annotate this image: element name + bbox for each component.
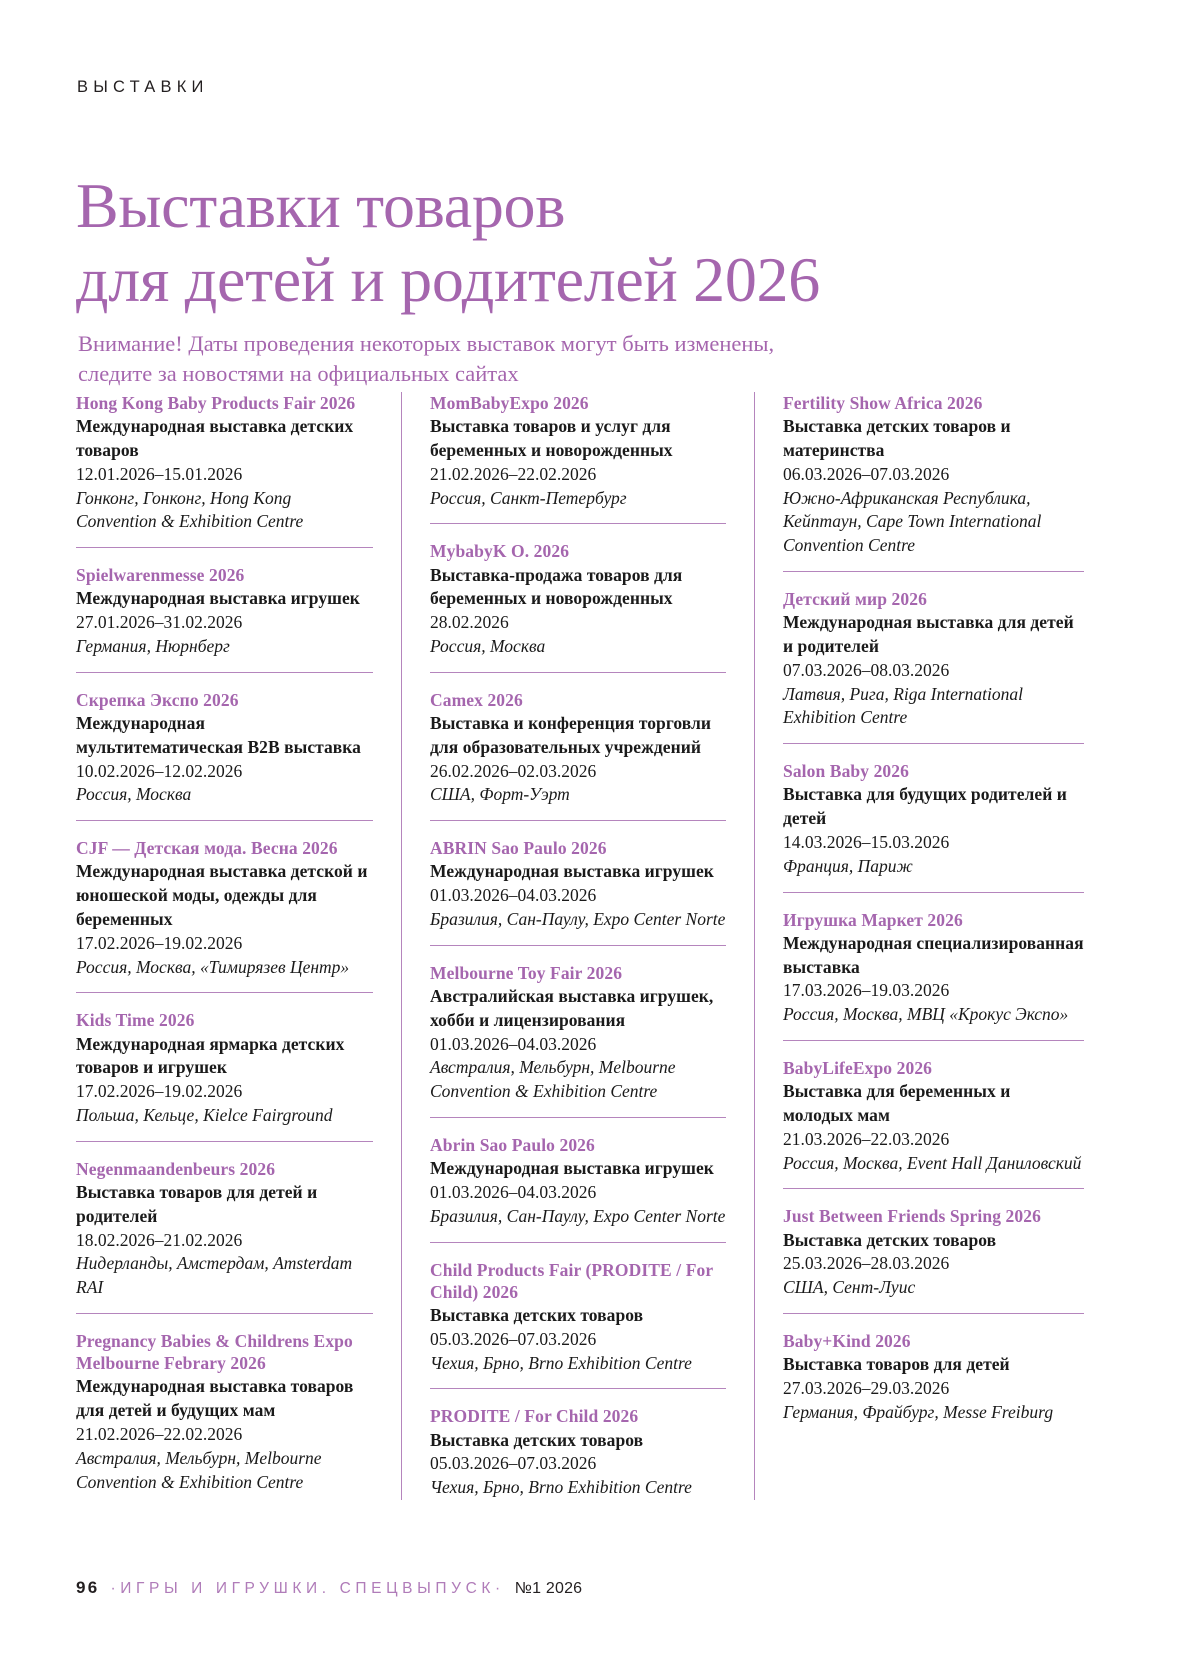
exhibition-description: Выставка товаров для детей и родителей bbox=[76, 1182, 318, 1226]
exhibition-entry bbox=[783, 760, 1084, 892]
exhibition-location: Латвия, Рига, Riga International Exhibition Centre bbox=[783, 683, 1024, 728]
exhibition-location: Германия, Фрайбург, Messe Freiburg bbox=[783, 1401, 1054, 1422]
page-title-line-2: для детей и родителей 2026 bbox=[76, 244, 820, 316]
exhibition-name: Just Between Friends Spring 2026 bbox=[783, 1206, 1041, 1227]
exhibition-description: Международная выставка игрушек bbox=[76, 588, 360, 609]
exhibition-entry bbox=[76, 837, 373, 993]
exhibition-entry bbox=[76, 392, 373, 548]
exhibition-description: Международная выставка товаров для детей и будущих мам bbox=[76, 1376, 354, 1421]
exhibition-name: Игрушка Маркет 2026 bbox=[783, 909, 963, 930]
exhibition-dates: 01.03.2026–04.03.2026 bbox=[430, 885, 597, 906]
exhibition-dates: 25.03.2026–28.03.2026 bbox=[783, 1253, 950, 1274]
exhibition-description: Выставка товаров и услуг для беременных и новорожденных bbox=[430, 416, 673, 461]
exhibition-description: Выставка детских товаров bbox=[430, 1429, 644, 1450]
exhibition-name: MomBabyExpo 2026 bbox=[430, 393, 589, 413]
exhibition-dates: 10.02.2026–12.02.2026 bbox=[76, 760, 243, 781]
exhibition-entry bbox=[76, 1009, 373, 1141]
page-subtitle-line-1: Внимание! Даты проведения некоторых выставок могут быть изменены, bbox=[78, 331, 775, 357]
exhibition-description: Международная выставка игрушек bbox=[430, 861, 714, 882]
footer-page-number: 96 bbox=[76, 1578, 100, 1597]
exhibition-dates: 17.03.2026–19.03.2026 bbox=[783, 980, 950, 1001]
exhibition-entry bbox=[76, 564, 373, 673]
exhibition-dates: 01.03.2026–04.03.2026 bbox=[430, 1182, 597, 1203]
exhibition-name: Salon Baby 2026 bbox=[783, 761, 909, 782]
exhibition-location: Чехия, Брно, Brno Exhibition Centre bbox=[430, 1352, 692, 1373]
exhibition-dates: 14.03.2026–15.03.2026 bbox=[783, 832, 950, 853]
exhibition-description: Выставка детских товаров и материнства bbox=[783, 416, 1011, 461]
exhibition-entry bbox=[76, 1158, 373, 1314]
exhibition-name: PRODITE / For Child 2026 bbox=[430, 1406, 639, 1427]
footer-issue-number: №1 2026 bbox=[514, 1580, 583, 1597]
exhibition-name: Abrin Sao Paulo 2026 bbox=[430, 1135, 595, 1156]
column-3 bbox=[754, 392, 1084, 1500]
exhibition-description: Международная выставка игрушек bbox=[430, 1158, 714, 1179]
exhibition-dates: 18.02.2026–21.02.2026 bbox=[76, 1229, 243, 1250]
page-subtitle-line-2: следите за новостями на официальных сайтах bbox=[78, 361, 519, 387]
exhibition-dates: 28.02.2026 bbox=[430, 612, 509, 633]
exhibition-name: Negenmaandenbeurs 2026 bbox=[76, 1158, 276, 1179]
exhibition-entry bbox=[430, 1259, 726, 1390]
exhibition-location: Бразилия, Сан-Паулу, Expo Center Norte bbox=[430, 909, 726, 930]
exhibition-entry bbox=[783, 588, 1084, 744]
exhibition-dates: 21.03.2026–22.03.2026 bbox=[783, 1128, 950, 1149]
exhibition-name: BabyLifeExpo 2026 bbox=[783, 1058, 933, 1079]
exhibition-location: Гонконг, Гонконг, Hong Kong Convention & Exhibition Centre bbox=[76, 487, 304, 532]
exhibition-location: Бразилия, Сан-Паулу, Expo Center Norte bbox=[430, 1205, 726, 1226]
exhibition-name: Child Products Fair (PRODITE / For Child) 2026 bbox=[430, 1259, 713, 1302]
exhibition-name: Kids Time 2026 bbox=[76, 1010, 195, 1031]
page-title bbox=[76, 169, 1110, 317]
column-1 bbox=[76, 392, 373, 1500]
footer-magazine-title: ·ИГРЫ И ИГРУШКИ. СПЕЦВЫПУСК· bbox=[110, 1580, 505, 1597]
exhibition-description: Выставка для беременных и молодых мам bbox=[783, 1081, 1011, 1126]
exhibition-location: Нидерланды, Амстердам, Amsterdam RAI bbox=[76, 1253, 353, 1298]
exhibition-dates: 26.02.2026–02.03.2026 bbox=[430, 760, 597, 781]
exhibition-entry bbox=[430, 837, 726, 946]
exhibition-entry bbox=[783, 1057, 1084, 1189]
exhibition-location: Россия, Санкт-Петербург bbox=[430, 487, 627, 508]
page-subtitle bbox=[78, 329, 1110, 389]
exhibition-dates: 27.03.2026–29.03.2026 bbox=[783, 1378, 950, 1399]
exhibition-dates: 06.03.2026–07.03.2026 bbox=[783, 463, 950, 484]
exhibition-location: Россия, Москва bbox=[430, 636, 546, 657]
exhibition-entry bbox=[783, 392, 1084, 572]
exhibition-entry bbox=[430, 1134, 726, 1243]
exhibition-entry bbox=[76, 689, 373, 821]
exhibition-name: Скрепка Экспо 2026 bbox=[76, 689, 239, 710]
exhibition-entry bbox=[430, 689, 726, 821]
exhibition-name: Baby+Kind 2026 bbox=[783, 1331, 911, 1352]
exhibition-description: Международная выставка детских товаров bbox=[76, 416, 354, 461]
exhibition-entry bbox=[430, 392, 726, 524]
exhibition-dates: 05.03.2026–07.03.2026 bbox=[430, 1328, 597, 1349]
exhibition-location: Россия, Москва bbox=[76, 784, 192, 805]
exhibition-description: Выставка для будущих родителей и детей bbox=[783, 784, 1067, 829]
column-2 bbox=[401, 392, 726, 1500]
exhibition-dates: 21.02.2026–22.02.2026 bbox=[76, 1424, 243, 1445]
page-footer bbox=[76, 1578, 582, 1598]
exhibition-location: США, Форт-Уэрт bbox=[430, 784, 570, 805]
exhibition-name: ABRIN Sao Paulo 2026 bbox=[430, 838, 607, 859]
exhibition-entry bbox=[783, 909, 1084, 1041]
exhibition-entry bbox=[783, 1330, 1084, 1425]
exhibition-description: Выставка товаров для детей bbox=[783, 1354, 1010, 1375]
exhibition-description: Международная выставка детской и юношеской моды, одежды для беременных bbox=[76, 861, 368, 930]
exhibition-description: Международная выставка для детей и родителей bbox=[783, 612, 1074, 657]
page-title-line-1: Выставки товаров bbox=[76, 170, 566, 241]
exhibition-description: Выставка-продажа товаров для беременных и новорожденных bbox=[430, 564, 683, 609]
exhibition-entry bbox=[430, 1405, 726, 1500]
exhibition-entry bbox=[430, 962, 726, 1118]
exhibition-entry bbox=[76, 1330, 373, 1494]
exhibition-name: Fertility Show Africa 2026 bbox=[783, 393, 983, 413]
exhibition-dates: 01.03.2026–04.03.2026 bbox=[430, 1033, 597, 1054]
exhibition-location: Германия, Нюрнберг bbox=[76, 636, 230, 657]
exhibition-dates: 12.01.2026–15.01.2026 bbox=[76, 463, 243, 484]
exhibition-name: Hong Kong Baby Products Fair 2026 bbox=[76, 393, 356, 413]
exhibition-dates: 17.02.2026–19.02.2026 bbox=[76, 1081, 243, 1102]
exhibition-description: Выставка детских товаров bbox=[430, 1305, 644, 1326]
exhibition-location: Россия, Москва, Event Hall Даниловский bbox=[783, 1152, 1082, 1173]
exhibition-name: Pregnancy Babies & Childrens Expo Melbourne Febrary 2026 bbox=[76, 1331, 353, 1374]
exhibition-location: Австралия, Мельбурн, Melbourne Convention & Exhibition Centre bbox=[76, 1447, 322, 1492]
exhibition-name: Camex 2026 bbox=[430, 689, 523, 710]
section-kicker: ВЫСТАВКИ bbox=[77, 78, 209, 96]
exhibition-name: Melbourne Toy Fair 2026 bbox=[430, 962, 623, 983]
exhibition-dates: 17.02.2026–19.02.2026 bbox=[76, 932, 243, 953]
exhibition-name: Детский мир 2026 bbox=[783, 589, 927, 609]
exhibition-description: Международная мультитематическая B2B выставка bbox=[76, 713, 361, 757]
exhibition-location: Австралия, Мельбурн, Melbourne Convention & Exhibition Centre bbox=[430, 1057, 676, 1102]
exhibition-location: Россия, Москва, МВЦ «Крокус Экспо» bbox=[783, 1004, 1069, 1025]
exhibition-name: CJF — Детская мода. Весна 2026 bbox=[76, 838, 338, 859]
exhibition-name: Spielwarenmesse 2026 bbox=[76, 565, 245, 586]
exhibition-description: Выставка детских товаров bbox=[783, 1229, 997, 1250]
exhibition-location: Южно-Африканская Республика, Кейптаун, Cape Town International Convention Centre bbox=[783, 487, 1042, 556]
exhibition-location: Россия, Москва, «Тимирязев Центр» bbox=[76, 956, 350, 977]
exhibition-description: Австралийская выставка игрушек, хобби и лицензирования bbox=[430, 986, 714, 1030]
exhibition-location: США, Сент-Луис bbox=[783, 1277, 916, 1298]
exhibition-description: Международная специализированная выставка bbox=[783, 932, 1084, 977]
exhibition-columns bbox=[76, 392, 1110, 1500]
exhibition-description: Выставка и конференция торговли для образовательных учреждений bbox=[430, 713, 712, 757]
exhibition-entry bbox=[430, 540, 726, 672]
exhibition-location: Франция, Париж bbox=[783, 855, 913, 876]
exhibition-location: Чехия, Брно, Brno Exhibition Centre bbox=[430, 1477, 692, 1498]
exhibition-dates: 05.03.2026–07.03.2026 bbox=[430, 1453, 597, 1474]
exhibition-dates: 27.01.2026–31.02.2026 bbox=[76, 612, 243, 633]
exhibition-description: Международная ярмарка детских товаров и игрушек bbox=[76, 1033, 345, 1078]
exhibition-dates: 07.03.2026–08.03.2026 bbox=[783, 659, 950, 680]
exhibition-name: MybabyK O. 2026 bbox=[430, 541, 570, 562]
exhibition-dates: 21.02.2026–22.02.2026 bbox=[430, 463, 597, 484]
exhibition-location: Польша, Кельце, Kielce Fairground bbox=[76, 1105, 333, 1126]
exhibition-entry bbox=[783, 1205, 1084, 1314]
